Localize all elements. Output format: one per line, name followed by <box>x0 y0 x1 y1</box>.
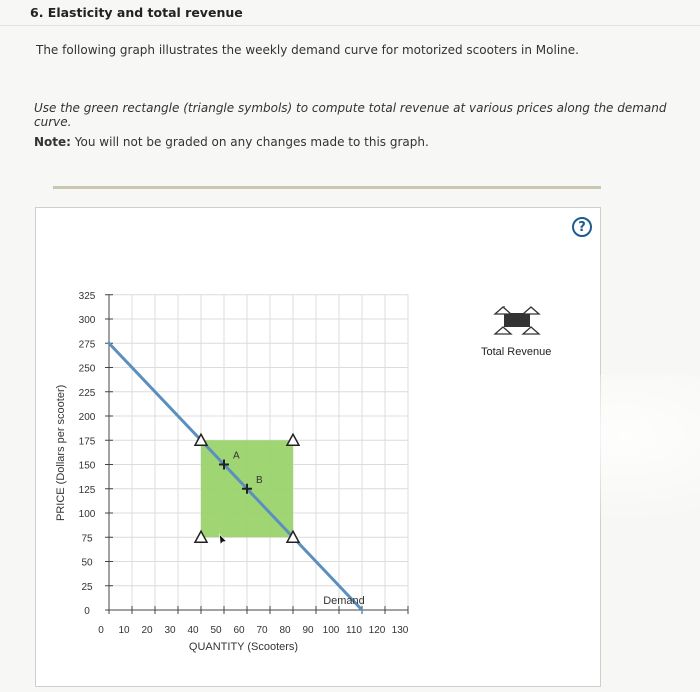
y-tick-label: 25 <box>81 581 93 593</box>
x-tick-label: 10 <box>118 625 130 636</box>
x-tick-label: 50 <box>210 625 222 636</box>
x-tick-label: 40 <box>187 625 199 636</box>
x-axis-label: QUANTITY (Scooters) <box>188 641 299 653</box>
y-tick-label: 175 <box>78 436 96 448</box>
x-tick-label: 70 <box>256 625 268 636</box>
y-tick-label: 200 <box>78 412 96 423</box>
y-tick-label: 150 <box>78 460 96 472</box>
y-tick-label: 0 <box>84 606 90 617</box>
x-tick-label: 110 <box>346 625 362 636</box>
y-tick-label: 50 <box>81 557 93 569</box>
note-text: You will not be graded on any changes made to this graph. <box>74 135 429 149</box>
total-revenue-label: Total Revenue <box>481 346 552 358</box>
x-tick-label: 30 <box>164 625 176 636</box>
x-tick-label: 100 <box>322 625 340 636</box>
question-title: 6. Elasticity and total revenue <box>30 5 243 20</box>
y-tick-label: 75 <box>81 533 93 545</box>
question-instruction: Use the green rectangle (triangle symbols) to compute total revenue at various prices along the demand curve. <box>34 101 667 129</box>
y-tick-label: 225 <box>78 387 96 399</box>
y-tick-label: 125 <box>78 484 96 496</box>
demand-curve <box>109 343 362 610</box>
x-tick-label: 20 <box>141 625 153 636</box>
point-label: B <box>256 474 263 486</box>
x-tick-label: 90 <box>302 625 314 636</box>
note-label: Note: <box>34 135 71 149</box>
demand-curve-label: Demand <box>323 595 365 607</box>
y-tick-label: 300 <box>78 315 96 326</box>
x-tick-label: 130 <box>391 625 409 636</box>
question-intro: The following graph illustrates the weekly demand curve for motorized scooters in Moline. <box>36 43 579 57</box>
x-tick-label: 60 <box>233 625 245 636</box>
x-tick-label: 120 <box>368 625 386 636</box>
x-tick-label: 0 <box>98 625 104 636</box>
y-tick-label: 275 <box>78 339 96 351</box>
y-tick-label: 250 <box>78 363 96 375</box>
y-tick-label: 100 <box>78 509 96 520</box>
y-axis-label: PRICE (Dollars per scooter) <box>55 384 67 522</box>
question-circle-icon[interactable]: ? <box>572 217 592 237</box>
y-tick-label: 325 <box>78 290 96 302</box>
point-label: A <box>233 450 240 462</box>
rectangle-tool-icon[interactable] <box>490 306 546 336</box>
x-tick-label: 80 <box>279 625 291 636</box>
